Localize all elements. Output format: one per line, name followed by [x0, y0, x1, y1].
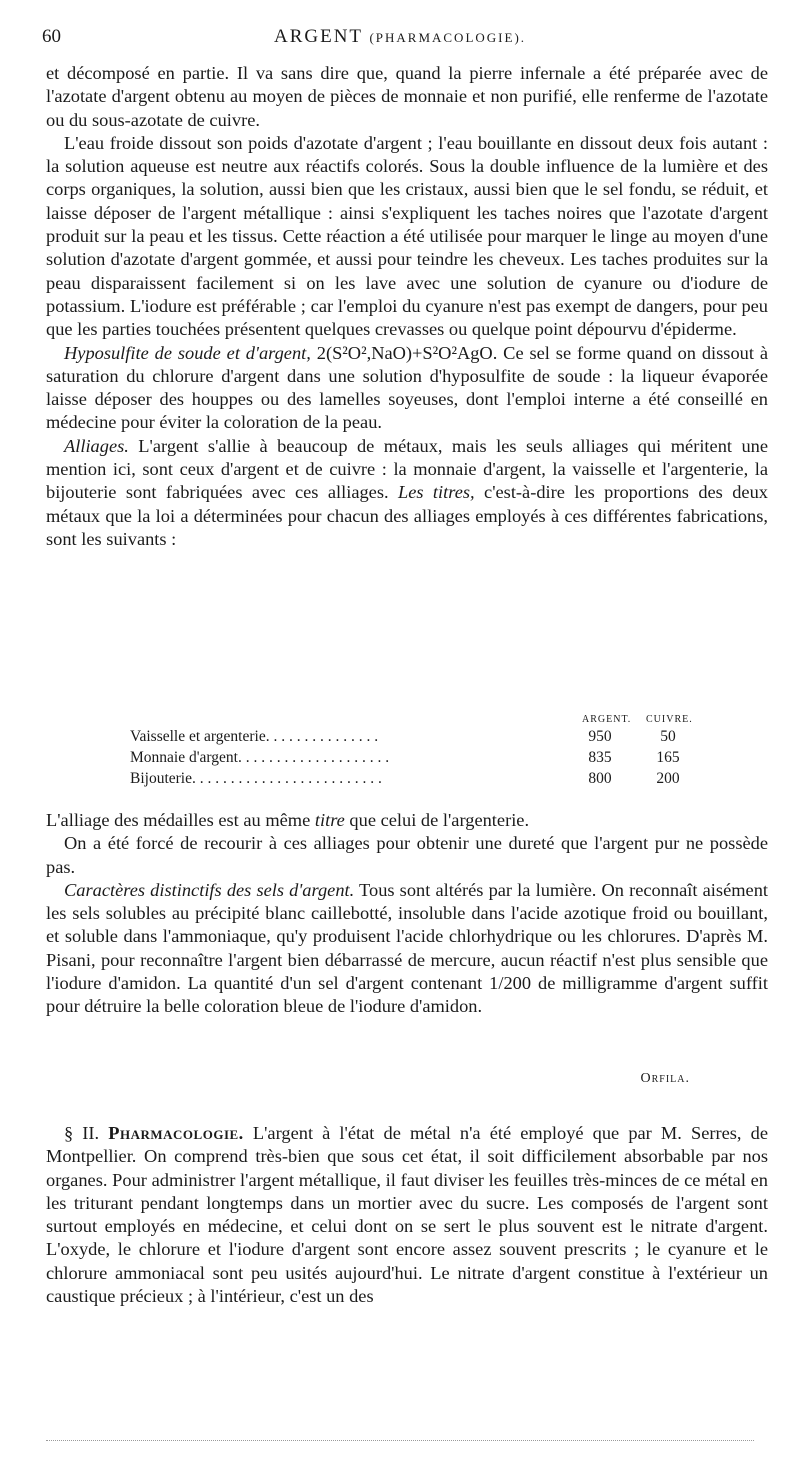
paragraph: [46, 132, 768, 342]
paragraph-text: et décomposé en partie. Il va sans dire que, quand la pierre infernale a été préparée avec de l'azotate d'argent obtenu au moyen de pièces de monnaie et non purifié, elle renferme de l'azotate ou du sous-azotate de cuivre.: [46, 63, 768, 130]
body-text-top: [46, 62, 768, 551]
page-bottom-rule: [46, 1440, 754, 1441]
body-text-middle: [46, 809, 768, 1019]
cell-argent: 950: [588, 728, 612, 745]
paragraph: [46, 1122, 768, 1308]
author-signature: Orfila.: [640, 1071, 690, 1086]
paragraph-text: L'argent à l'état de métal n'a été employé que par M. Serres, de Montpellier. On comprend très-bien que sous cet état, il soit difficilement absorbable par nos organes. Pour administrer l'argent métallique, il faut diviser les feuilles très-minces de ce métal en les triturant pendant longtemps dans un mortier avec du sucre. Les composés de l'argent sont surtout employés en médecine, et celui dont on se sert le plus souvent est le nitrate d'argent. L'oxyde, le chlorure et l'iodure d'argent sont encore assez souvent prescrits ; le cyanure et le chlorure ammoniacal sont peu usités aujourd'hui. Le nitrate d'argent constitue à l'extérieur un caustique précieux ; à l'intérieur, c'est un des: [46, 1123, 768, 1307]
running-header: [42, 22, 758, 50]
paragraph-lead-italic: Alliages.: [64, 435, 129, 456]
paragraph-text: L'alliage des médailles est au même: [46, 810, 315, 830]
paragraph-text: Tous sont altérés par la lumière. On reconnaît aisément les sels solubles au précipité blanc caillebotté, insoluble dans l'acide azotique froid ou bouillant, et soluble dans l'ammoniaque, qu'y produisent l'acide chlorhydrique ou les chlorures. D'après M. Pisani, pour reconnaître l'argent bien débarrassé de mercure, aucun réactif n'est plus sensible que l'iodure d'amidon. La quantité d'un sel d'argent contenant 1/200 de milligramme d'argent suffit pour détruire la belle coloration bleue de l'iodure d'amidon.: [46, 879, 768, 1017]
column-header-cuivre: CUIVRE.: [646, 714, 693, 725]
cell-argent: 800: [588, 770, 612, 787]
table-row: [130, 749, 702, 770]
paragraph-lead-italic: Caractères distinctifs des sels d'argent.: [64, 879, 355, 900]
alloy-table: [130, 710, 702, 791]
paragraph: [46, 809, 768, 832]
paragraph-inline-italic: titre: [314, 810, 345, 830]
table-header: [130, 710, 702, 728]
cell-argent: 835: [588, 749, 612, 766]
section-number: § II.: [64, 1123, 109, 1143]
paragraph-text: c'est-à-dire les proportions des deux métaux que la loi a déterminées pour chacun des alliages employés à ces différentes fabrications, sont les suivants :: [46, 482, 768, 549]
paragraph-text: On a été forcé de recourir à ces alliages pour obtenir une dureté que l'argent pur ne possède pas.: [46, 833, 768, 877]
paragraph: [46, 62, 768, 132]
running-title: [42, 26, 758, 48]
running-title-main: ARGENT: [273, 26, 363, 47]
paragraph: [46, 879, 768, 1019]
paragraph-text: que celui de l'argenterie.: [344, 810, 530, 830]
paragraph: [46, 435, 768, 551]
table-row: [130, 770, 702, 791]
cell-cuivre: 200: [656, 770, 680, 787]
section-heading: Pharmacologie.: [108, 1123, 244, 1143]
paragraph-text: 2(S²O²,NaO)+S²O²AgO. Ce sel se forme quand on dissout à saturation du chlorure d'argent dans une solution d'hyposulfite de soude : la liqueur évaporée laisse déposer des houppes ou des lamelles soyeuses, dont l'emploi interne a été conseillé en médecine pour éviter la coloration de la peau.: [46, 342, 768, 433]
paragraph-lead-italic: Hyposulfite de soude et d'argent,: [64, 342, 311, 363]
paragraph-inline-italic: Les titres,: [397, 482, 475, 503]
paragraph: [46, 342, 768, 435]
page-number: 60: [42, 26, 61, 47]
paragraph-text: L'eau froide dissout son poids d'azotate d'argent ; l'eau bouillante en dissout deux fois autant : la solution aqueuse est neutre aux réactifs colorés. Sous la double influence de la lumière et des corps organiques, la solution, aussi bien que les cristaux, aussi bien que le sel fondu, se réduit, et laisse déposer de l'argent métallique : ainsi s'expliquent les taches noires que l'azotate d'argent produit sur la peau et les tissus. Cette réaction a été utilisée pour marquer le linge au moyen d'une solution d'azotate d'argent gommée, et aussi pour teindre les cheveux. Les taches produites sur la peau disparaissent facilement si on les lave avec une solution de cyanure ou d'iodure de potassium. L'iodure est préférable ; car l'emploi du cyanure n'est pas exempt de dangers, pour peu que les parties touchées présentent quelques crevasses ou quelque point dépourvu d'épiderme.: [46, 132, 768, 340]
section-pharmacologie: [46, 1122, 768, 1308]
row-label: Bijouterie. . . . . . . . . . . . . . . . . . . . . . . . .: [130, 770, 382, 787]
paragraph-text: L'argent s'allie à beaucoup de métaux, mais les seuls alliages qui méritent une mention ici, sont ceux d'argent et de cuivre : la monnaie d'argent, la vaisselle et l'argenterie, la bijouterie sont fabriquées avec ces alliages.: [46, 435, 768, 503]
cell-cuivre: 50: [660, 728, 676, 745]
column-header-argent: ARGENT.: [582, 714, 632, 725]
table-row: [130, 728, 702, 749]
cell-cuivre: 165: [656, 749, 680, 766]
paragraph: [46, 832, 768, 879]
row-label: Monnaie d'argent. . . . . . . . . . . . . . . . . . . .: [130, 749, 390, 766]
row-label: Vaisselle et argenterie. . . . . . . . . . . . . . .: [130, 728, 379, 745]
running-title-sub: (PHARMACOLOGIE).: [369, 30, 527, 45]
